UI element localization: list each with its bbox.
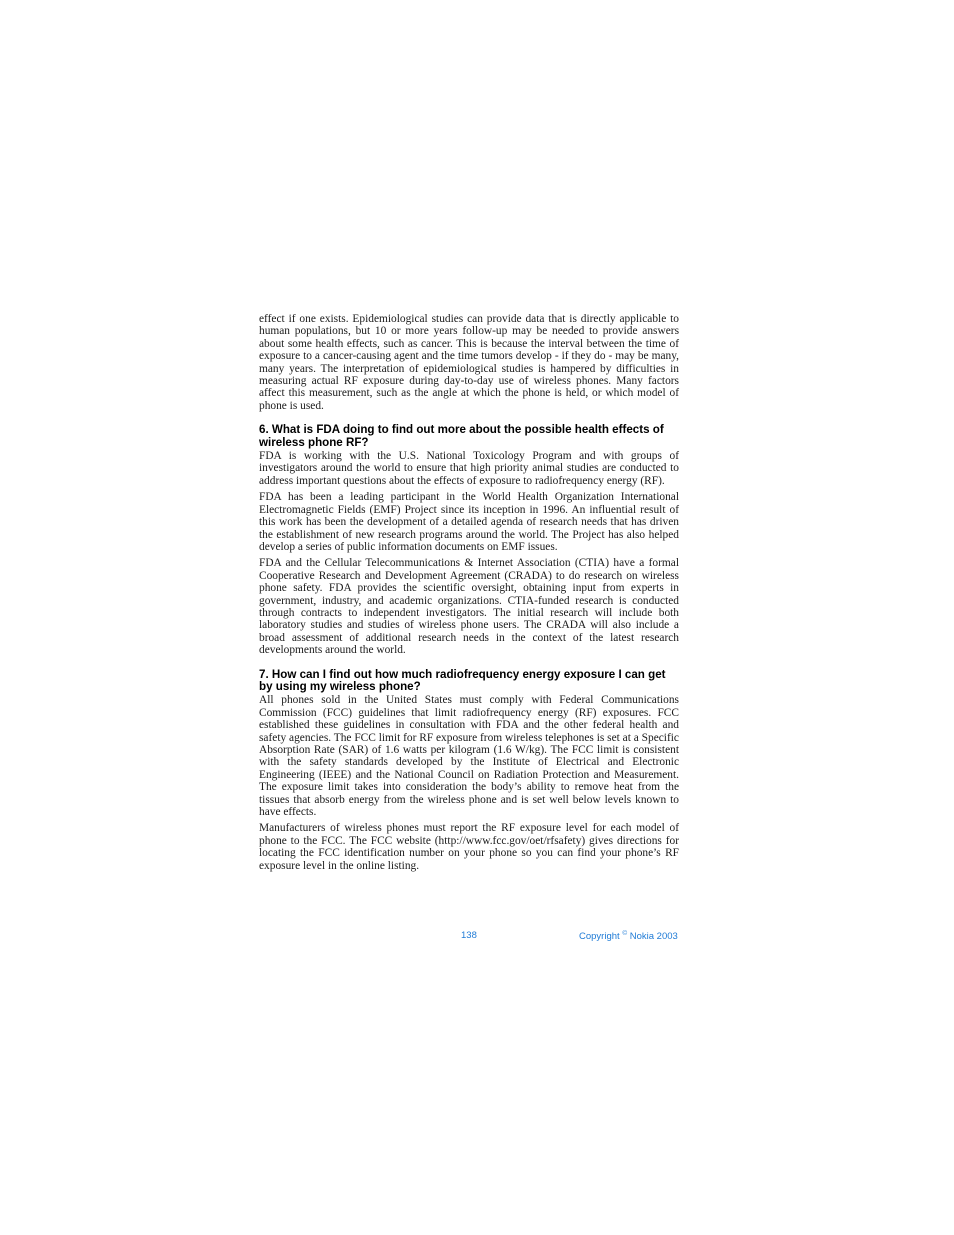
section-7-paragraph-1: All phones sold in the United States must comply with Federal Communications Commission (FCC) guidelines that limit radiofrequency energy (RF) exposures. FCC established these guidelines in consultation with FDA and the other federal health and safety agencies. The FCC limit for RF exposure from wireless telephones is set at a Specific Absorption Rate (SAR) of 1.6 watts per kilogram (1.6 W/kg). The FCC limit is consistent with the safety standards developed by the Institute of Electrical and Electronic Engineering (IEEE) and the National Council on Radiation Protection and Measurement. The exposure limit takes into consideration the body’s ability to remove heat from the tissues that absorb energy from the wireless phone and is set well below levels known to have effects.: [259, 694, 679, 819]
document-body: [259, 313, 679, 876]
copyright-symbol: ©: [622, 930, 628, 937]
section-6-paragraph-1: FDA is working with the U.S. National Toxicology Program and with groups of investigators around the world to ensure that high priority animal studies are conducted to address important questions about the effects of exposure to radiofrequency energy (RF).: [259, 450, 679, 487]
copyright-prefix: Copyright: [579, 931, 620, 943]
section-6-paragraph-3: FDA and the Cellular Telecommunications & Internet Association (CTIA) have a formal Cooperative Research and Development Agreement (CRADA) to do research on wireless phone safety. FDA provides the scientific oversight, obtaining input from experts in government, industry, and academic organizations. CTIA-funded research is conducted through contracts to independent investigators. The initial research will include both laboratory studies and studies of wireless phone users. The CRADA will also include a broad assessment of additional research needs in the context of the latest research developments around the world.: [259, 557, 679, 657]
section-7-heading: 7. How can I find out how much radiofrequency energy exposure I can get by using my wireless phone?: [259, 667, 666, 693]
section-6-heading: 6. What is FDA doing to find out more about the possible health effects of wireless phone RF?: [259, 423, 664, 449]
copyright-suffix: Nokia 2003: [629, 931, 678, 943]
section-6-paragraph-2: FDA has been a leading participant in the World Health Organization International Electromagnetic Fields (EMF) Project since its inception in 1996. An influential result of this work has been the development of a detailed agenda of research needs that has driven the establishment of new research programs around the world. The Project has also helped develop a series of public information documents on EMF issues.: [259, 491, 679, 553]
page-number: 138: [461, 930, 477, 941]
intro-paragraph: effect if one exists. Epidemiological studies can provide data that is directly applicable to human populations, but 10 or more years follow-up may be needed to provide answers about some health effects, such as cancer. This is because the interval between the time of exposure to a cancer-causing agent and the time tumors develop - if they do - may be many, many years. The interpretation of epidemiological studies is hampered by difficulties in measuring actual RF exposure during day-to-day use of wireless phones. Many factors affect this measurement, such as the angle at which the phone is held, or which model of phone is used.: [259, 313, 679, 412]
section-7-paragraph-2: Manufacturers of wireless phones must report the RF exposure level for each model of phone to the FCC. The FCC website (http://www.fcc.gov/oet/rfsafety) gives directions for locating the FCC identification number on your phone so you can find your phone’s RF exposure level in the online listing.: [259, 822, 679, 872]
copyright-notice: [579, 930, 678, 942]
